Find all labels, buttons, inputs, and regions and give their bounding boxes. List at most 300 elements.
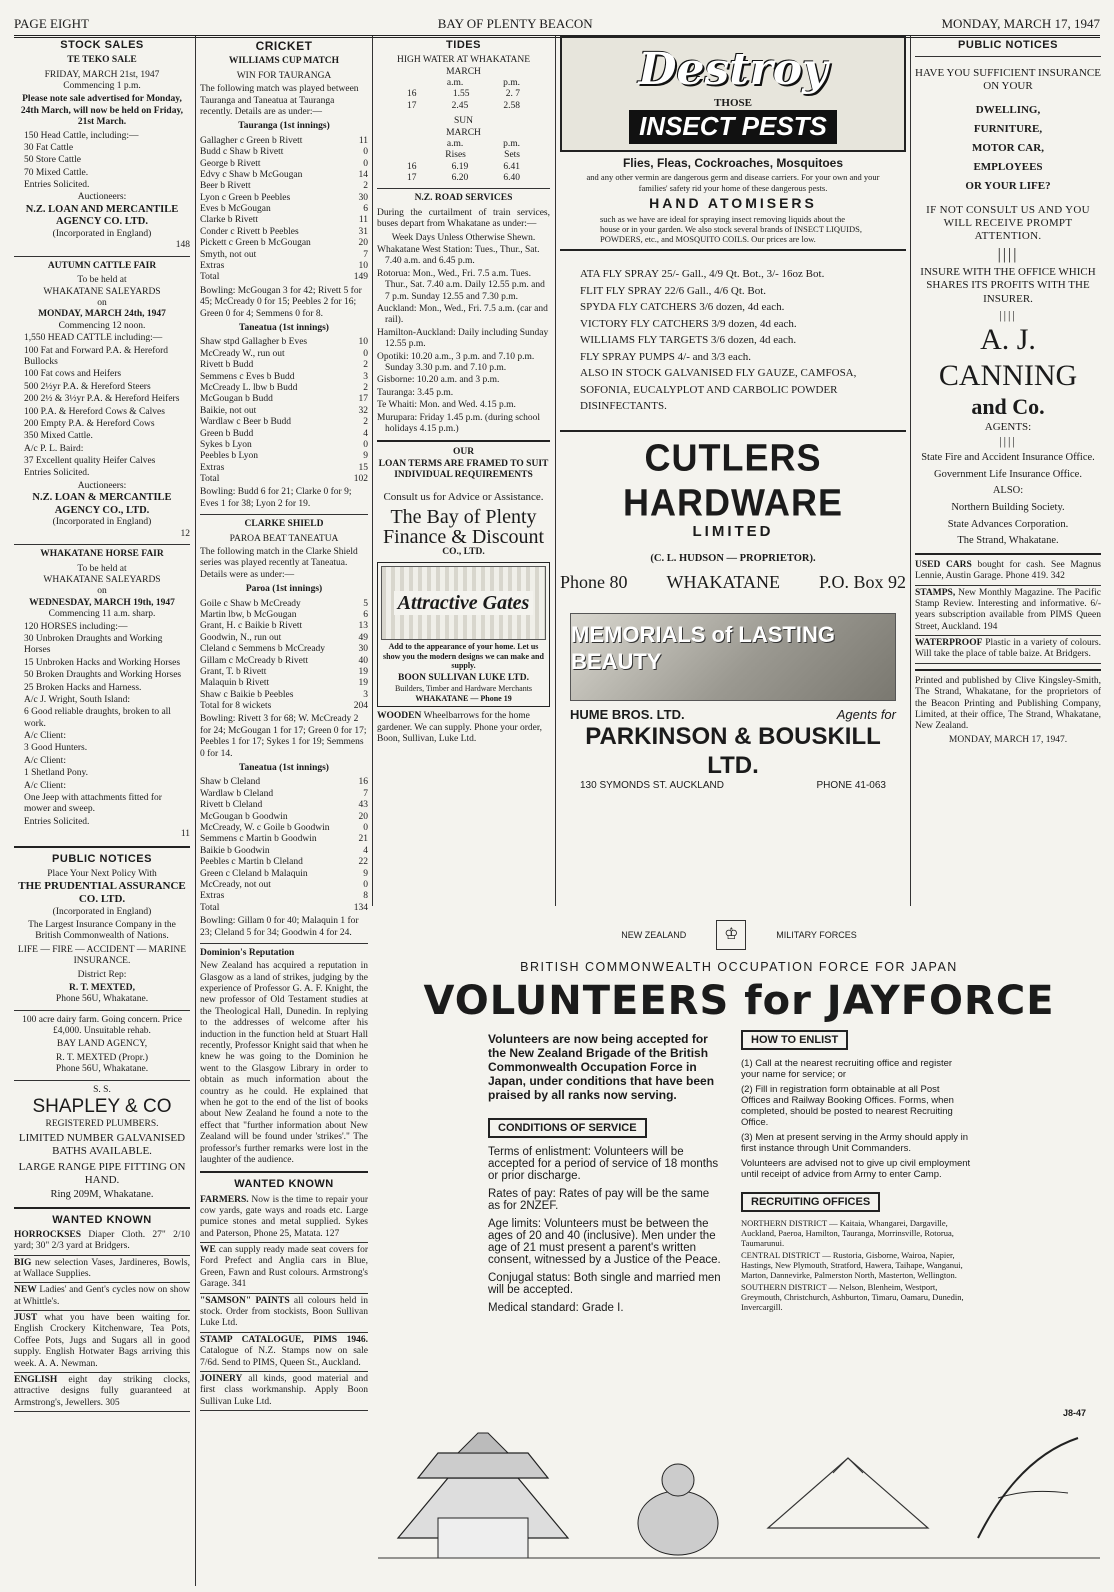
row-value: 2 <box>363 382 368 393</box>
nz-label: NEW ZEALAND <box>621 930 687 940</box>
row-label: Rivett b Budd <box>200 360 254 371</box>
batting-row <box>200 170 368 181</box>
wanted-known-heading: WANTED KNOWN <box>52 1213 152 1226</box>
classified-text: Catalogue of N.Z. Stamps now on sale 7/6d. Send to PIMS, Queen St., Auckland. <box>200 1346 368 1368</box>
table-row <box>377 162 550 173</box>
scorecard <box>200 777 368 902</box>
classified-ad <box>14 1230 190 1256</box>
row-label: Baikie, not out <box>200 405 257 416</box>
row-value: 2 <box>363 360 368 371</box>
agency-proprietor: R. T. MEXTED (Propr.) <box>55 1052 148 1063</box>
bcof-heading: BRITISH COMMONWEALTH OCCUPATION FORCE FOR JAPAN <box>520 960 958 974</box>
row-value: 0 <box>363 147 368 158</box>
table-row <box>377 173 550 184</box>
total-value: 134 <box>353 902 368 913</box>
article-body: New Zealand has acquired a reputation in Glasgow as a land of strikes, judging by the experience of Professor G. A. F. Knight, the new professor of Old Testament studies at the Theological Hall, Dunedin. In replying to the addresses of welcome after his induction in the function held at Stuart Hall recently, Professor Knight said that when he knew he was going to the Dominion he went to the Glasgow Library in order to obtain as much information about the country as he could. He explained that when he got to the end of the list of books about New Zealand he found a note to the effect that "further information about New Zealand will be found under 'strikes'." The professor's further remarks were lost in the laughter of the audience. <box>200 961 368 1165</box>
canning-and-co: and Co. <box>971 394 1045 420</box>
condition-item: Age limits: Volunteers must be between the ages of 20 and 40 (inclusive). Men under the age of 21 must present a parent's written consent, witnessed by a Justice of the Peace. <box>488 1218 721 1266</box>
row-value: 2 <box>363 181 368 192</box>
classified-keyword: FARMERS. <box>200 1194 249 1205</box>
row-label: Lyon c Green b Peebles <box>200 192 291 203</box>
row-label: Smyth, not out <box>200 249 257 260</box>
te-teko-heading: TE TEKO SALE <box>67 55 137 66</box>
batting-row <box>200 429 368 440</box>
gates-text: Add to the appearance of your home. Let us show you the modern designs we can make and supply. <box>383 642 544 671</box>
table-cell: 2. 7 <box>505 89 520 100</box>
bus-route: Opotiki: 10.20 a.m., 3 p.m. and 7.10 p.m. Sunday 3.30 p.m. and 7.10 p.m. <box>377 351 535 373</box>
batting-row <box>200 599 368 610</box>
innings-heading: Paroa (1st innings) <box>245 584 323 595</box>
incorporated-note: (Incorporated in England) <box>52 906 152 917</box>
classified-text: bought for cash. See Magnus Lennie, Austin Garage. Phone 419. 342 <box>915 559 1101 582</box>
bowling-figures: Bowling: Budd 6 for 21; Clarke 0 for 9; Eves 1 for 38; Lyon 2 for 19. <box>200 487 352 509</box>
ad-code: J8-47 <box>1062 1408 1086 1418</box>
enlist-step: (1) Call at the nearest recruiting office and register your name for service; or <box>741 1058 953 1080</box>
row-value: 49 <box>358 632 368 643</box>
row-value: 0 <box>363 439 368 450</box>
batting-row <box>200 372 368 383</box>
row-label: Sykes b Lyon <box>200 439 252 450</box>
price-line: FLY SPRAY PUMPS 4/- and 3/3 each. <box>580 350 751 363</box>
classified-ad <box>200 1335 368 1372</box>
batting-row <box>200 227 368 238</box>
consult-line: IF NOT CONSULT US AND YOU WILL RECEIVE PROMPT ATTENTION. <box>926 203 1090 242</box>
row-value: 4 <box>363 428 368 439</box>
tides-heading: TIDES <box>446 39 481 51</box>
held-label: To be held at <box>77 563 127 574</box>
prudential-tagline: The Largest Insurance Company in the British Commonwealth of Nations. <box>28 919 176 942</box>
total-label: Total <box>200 902 220 913</box>
jayforce-title: VOLUNTEERS for JAYFORCE <box>423 978 1055 1024</box>
classified-text: all colours held in stock. Order from stockists, Boon Sullivan Luke Ltd. <box>200 1295 368 1329</box>
plumbers-line: REGISTERED PLUMBERS. <box>45 1118 159 1129</box>
parkinson-contact <box>570 780 896 792</box>
row-label: Wardlaw b Cleland <box>200 788 274 799</box>
list-item: 1,550 HEAD CATTLE including:— <box>24 333 163 344</box>
row-value: 22 <box>358 857 368 868</box>
condition-item: Rates of pay: Rates of pay will be the same as for 2NZEF. <box>488 1188 710 1212</box>
classified-text: eight day striking clocks, attractive designs fully guaranteed at Armstrong's, Jewellers. 305 <box>14 1375 190 1408</box>
agency-name: BAY LAND AGENCY, <box>56 1039 148 1050</box>
match-intro: The following match in the Clarke Shield series was played recently at Taneatua. Details were as under:— <box>200 547 358 580</box>
batting-row <box>200 463 368 474</box>
innings-total <box>200 474 368 485</box>
memorials-title: MEMORIALS of LASTING BEAUTY <box>571 622 835 674</box>
batting-row <box>200 621 368 632</box>
table-cell: 2.45 <box>451 100 469 111</box>
agents-label: AGENTS: <box>984 420 1032 433</box>
innings-heading: Taneatua (1st innings) <box>239 763 329 774</box>
list-item: 100 P.A. & Hereford Cows & Calves <box>24 406 165 417</box>
issue-date: MONDAY, MARCH 17, 1947 <box>941 16 1100 31</box>
classified-ad <box>200 1296 368 1333</box>
agency-phone: Phone 56U, Whakatane. <box>55 1064 149 1075</box>
classified-ad <box>200 1374 368 1411</box>
imprint: Printed and published by Clive Kingsley-Smith, The Strand, Whakatane, for the proprietors of the Beacon Printing and Publishing Company, Limited, at their office, The Strand, Whakatane, New Zealand. <box>915 675 1101 732</box>
table-cell: 2.58 <box>503 100 520 111</box>
row-value: 20 <box>358 811 368 822</box>
row-value: 2 <box>363 417 368 428</box>
row-label: Goodwin, N., run out <box>200 632 282 643</box>
japan-landscape-illustration <box>378 1418 1100 1568</box>
row-label: Cleland c Semmens b McCready <box>200 644 326 655</box>
row-label: Martin lbw, b McGougan <box>200 609 297 620</box>
sun-table <box>377 162 550 185</box>
cup-heading: WILLIAMS CUP MATCH <box>228 56 340 67</box>
batting-row <box>200 678 368 689</box>
sun-header <box>377 139 550 150</box>
insurance-item: DWELLING, <box>975 103 1041 116</box>
classified-keyword: STAMP CATALOGUE, PIMS 1946. <box>200 1334 368 1345</box>
bus-route: Te Whaiti: Mon. and Wed. 4.15 p.m. <box>377 400 516 411</box>
row-label: Shaw stpd Gallagher b Eves <box>200 337 308 348</box>
row-value: 17 <box>358 394 368 405</box>
row-value: 40 <box>358 655 368 666</box>
batting-row <box>200 193 368 204</box>
table-cell: 17 <box>407 100 417 111</box>
condition-item: Medical standard: Grade I. <box>488 1302 624 1314</box>
row-value: 30 <box>358 192 368 203</box>
row-value: 21 <box>358 834 368 845</box>
row-label: Semmens c Eves b Budd <box>200 371 295 382</box>
parkinson-phone: PHONE 41-063 <box>816 780 886 792</box>
classified-keyword: JOINERY <box>200 1373 243 1384</box>
batting-row <box>200 656 368 667</box>
bus-route: Hamilton-Auckland: Daily including Sunday 12.55 p.m. <box>377 327 549 350</box>
insect-pests-title: INSECT PESTS <box>629 110 837 143</box>
batting-row <box>200 869 368 880</box>
row-label: George b Rivett <box>200 158 261 169</box>
list-item: 30 Fat Cattle <box>24 142 74 153</box>
classified-ad <box>14 1375 190 1412</box>
classified-list <box>200 1195 368 1412</box>
district-item: CENTRAL DISTRICT — Rustoria, Gisborne, Wairoa, Napier, Hastings, New Plymouth, Stratford, Hawera, Taihape, Wanganui, Marton, Dannevirke, Palmerston North, Masterton, Wellington. <box>741 1250 963 1280</box>
gates-ad <box>377 562 550 707</box>
column-rule <box>195 36 196 1586</box>
list-item: 70 Mixed Cattle. <box>24 167 89 178</box>
batting-row <box>200 250 368 261</box>
batting-row <box>200 417 368 428</box>
classified-text: Plastic in a variety of colours. Will take the place of table baize. At Bridgers. <box>915 638 1101 660</box>
batting-row <box>200 147 368 158</box>
row-label: Clarke b Rivett <box>200 215 259 226</box>
scorecard <box>200 599 368 702</box>
insurance-item: FURNITURE, <box>973 122 1043 135</box>
row-value: 10 <box>358 337 368 348</box>
incorporated-note: (Incorporated in England) <box>52 229 152 240</box>
incorporated-note: (Incorporated in England) <box>52 517 152 528</box>
classified-text: new selection Vases, Jardineres, Bowls, at Wallace Supplies. <box>14 1257 190 1279</box>
autumn-fair-heading: AUTUMN CATTLE FAIR <box>47 260 157 271</box>
column-rule <box>555 36 556 906</box>
horse-fair-heading: WHAKATANE HORSE FAIR <box>40 549 164 560</box>
list-item: A/c Client: <box>24 780 66 791</box>
row-label: Peebles c Martin b Cleland <box>200 857 303 868</box>
list-item: 50 Store Cattle <box>24 155 81 166</box>
district-list <box>741 1218 971 1312</box>
commencing-time: Commencing 1 p.m. <box>63 80 141 91</box>
row-value: 10 <box>358 261 368 272</box>
classified-keyword: ENGLISH <box>14 1375 58 1386</box>
price-line: ATA FLY SPRAY 25/- Gall., 4/9 Qt. Bot., 3/- 16oz Bot. <box>580 268 825 281</box>
road-services-heading: N.Z. ROAD SERVICES <box>414 193 513 204</box>
masthead <box>14 8 1100 38</box>
list-item: 25 Broken Hacks and Harness. <box>24 682 142 693</box>
classified-ad <box>14 1258 190 1284</box>
bus-route: Rotorua: Mon., Wed., Fri. 7.5 a.m. Tues. Thur., Sat. 7.40 a.m. Daily 12.55 p.m. and 7 p.m. Sunday 12.55 and 7.30 p.m. <box>377 268 545 302</box>
pests-list: Flies, Fleas, Cockroaches, Mosquitoes <box>622 156 844 170</box>
list-item: 50 Broken Draughts and Working Horses <box>24 670 182 681</box>
batting-row <box>200 349 368 360</box>
batting-row <box>200 181 368 192</box>
row-value: 31 <box>358 226 368 237</box>
row-value: 8 <box>363 891 368 902</box>
classified-text: Now is the time to repair your cow yards, gate ways and roads etc. Large pumice stones and metal supplied. Sykes and Paterson, Phone 25, Matata. 127 <box>200 1194 368 1239</box>
table-cell: 6.19 <box>451 161 469 172</box>
insurance-item: MOTOR CAR, <box>972 141 1044 154</box>
price-line: ALSO IN STOCK GALVANISED FLY GAUZE, CAMFOSA, SOFONIA, EUCALYPLOT AND CARBOLIC POWDER DISINFECTANTS. <box>580 367 857 413</box>
month-label: MARCH <box>446 127 481 138</box>
match-result: PAROA BEAT TANEATUA <box>229 533 339 544</box>
table-row <box>377 101 550 112</box>
article-heading: Dominion's Reputation <box>200 947 295 958</box>
consult-line: Consult us for Advice or Assistance. <box>383 491 544 504</box>
classified-text: Diaper Cloth. 27" 2/10 yard; 30" 2/3 yard at Bridgers. <box>14 1229 190 1252</box>
batting-row <box>200 667 368 678</box>
bus-route: Gisborne: 10.20 a.m. and 3 p.m. <box>377 375 500 386</box>
hume-name: HUME BROS. LTD. <box>570 707 685 723</box>
pm-label: p.m. <box>503 77 520 88</box>
row-label: Budd c Shaw b Rivett <box>200 147 284 158</box>
list-item: A/c Client: <box>24 755 66 766</box>
row-label: Green b Budd <box>200 428 254 439</box>
row-value: 9 <box>363 451 368 462</box>
bus-route: Tauranga: 3.45 p.m. <box>377 387 454 398</box>
table-row <box>377 89 550 100</box>
cricket-heading: CRICKET <box>255 39 313 53</box>
jayforce-ad <box>378 920 1100 1572</box>
list-item: 350 Mixed Cattle. <box>24 431 93 442</box>
list-item: Entries Solicited. <box>24 816 90 827</box>
gate-illustration <box>381 566 546 640</box>
fair-date: WEDNESDAY, MARCH 19th, 1947 <box>29 597 175 608</box>
scorecard <box>200 337 368 474</box>
table-cell: 16 <box>407 89 417 100</box>
cutlers-town: WHAKATANE <box>666 571 780 592</box>
batting-row <box>200 261 368 272</box>
jayforce-left <box>488 1030 723 1320</box>
list-item: 1 Shetland Pony. <box>24 768 89 779</box>
canning-name: A. J. CANNING <box>938 323 1078 393</box>
bus-routes <box>377 245 550 435</box>
sale-date: FRIDAY, MARCH 21st, 1947 <box>44 69 160 80</box>
office-item: The Strand, Whakatane. <box>957 535 1059 547</box>
military-label: MILITARY FORCES <box>776 930 857 940</box>
row-value: 20 <box>358 238 368 249</box>
batting-row <box>200 857 368 868</box>
batting-row <box>200 383 368 394</box>
batting-row <box>200 644 368 655</box>
row-label: Shaw c Baikie b Peebles <box>200 689 294 700</box>
row-label: Grant, T. b Rivett <box>200 666 267 677</box>
classified-text: all kinds, good material and first class workmanship. Apply Boon Sullivan Luke Ltd. <box>200 1373 368 1407</box>
row-label: Extras <box>200 891 225 902</box>
condition-item: Terms of enlistment: Volunteers will be accepted for a period of service of 18 months or prior discharge. <box>488 1146 719 1182</box>
loan-headline: LOAN TERMS ARE FRAMED TO SUIT INDIVIDUAL REQUIREMENTS <box>378 458 549 481</box>
cutlers-phone: Phone 80 <box>560 571 628 592</box>
classified-ad <box>915 560 1101 586</box>
jayforce-right <box>741 1030 971 1320</box>
enlist-step: (3) Men at present serving in the Army should apply in first instance through Unit Commanders. <box>741 1132 969 1154</box>
list-item: 37 Excellent quality Heifer Calves <box>24 456 156 467</box>
office-item: State Advances Corporation. <box>947 518 1069 530</box>
table-cell: 17 <box>407 173 417 184</box>
row-value: 16 <box>358 777 368 788</box>
batting-row <box>200 360 368 371</box>
row-label: Gallagher c Green b Rivett <box>200 135 303 146</box>
agents-label: Agents for <box>836 707 896 723</box>
table-cell: 6.40 <box>503 173 520 184</box>
classified-keyword: NEW <box>14 1285 37 1296</box>
classified-ad <box>915 638 1101 664</box>
insect-ad-banner <box>560 36 906 152</box>
row-label: McCready, not out <box>200 879 271 890</box>
classified-keyword: JUST <box>14 1313 38 1324</box>
row-value: 15 <box>358 462 368 473</box>
list-item: 200 Empty P.A. & Hereford Cows <box>24 418 155 429</box>
list-item: 500 2½yr P.A. & Hereford Steers <box>24 381 151 392</box>
row-label: Goile c Shaw b McCready <box>200 598 301 609</box>
column-tides-roads <box>377 36 550 906</box>
office-list <box>915 452 1101 548</box>
loan-our: OUR <box>452 447 475 458</box>
insure-line: INSURE WITH THE OFFICE WHICH SHARES ITS PROFITS WITH THE INSURER. <box>920 266 1096 305</box>
those-label: THOSE <box>714 97 752 110</box>
price-line: VICTORY FLY CATCHERS 3/9 dozen, 4d each. <box>580 317 797 330</box>
shapley-name: SHAPLEY & CO <box>32 1096 172 1118</box>
tide-table <box>377 89 550 112</box>
row-label: Eves b McGougan <box>200 204 271 215</box>
list-item: 100 Fat and Forward P.A. & Hereford Bullocks <box>24 345 169 367</box>
row-label: Extras <box>200 462 225 473</box>
finance-name-2: Finance & Discount <box>382 525 545 548</box>
classified-list <box>915 560 1101 664</box>
row-value: 7 <box>363 788 368 799</box>
row-label: McCready W., run out <box>200 348 285 359</box>
batting-row <box>200 451 368 462</box>
auctioneers-label: Auctioneers: <box>77 192 127 203</box>
prudential-name: THE PRUDENTIAL ASSURANCE CO. LTD. <box>18 880 186 906</box>
row-label: Rivett b Cleland <box>200 800 263 811</box>
total-label: Total for 8 wickets <box>200 701 272 712</box>
bus-route: Murupara: Friday 1.45 p.m. (during school holidays 4.15 p.m.) <box>377 412 541 434</box>
list-item: 3 Good Hunters. <box>24 743 88 754</box>
row-label: Peebles b Lyon <box>200 451 259 462</box>
classified-keyword: BIG <box>14 1257 32 1268</box>
list-item: A/c P. L. Baird: <box>24 443 84 454</box>
shapley-phone: Ring 209M, Whakatane. <box>50 1188 154 1200</box>
list-item: 30 Unbroken Draughts and Working Horses <box>24 633 163 656</box>
classified-ad <box>200 1195 368 1244</box>
sale-note: Please note sale advertised for Monday, 24th March, will now be held on Friday, 21st March. <box>20 94 184 128</box>
batting-row <box>200 406 368 417</box>
galv-baths: LIMITED NUMBER GALVANISED BATHS AVAILABLE. <box>18 1132 186 1158</box>
boon-desc: Builders, Timber and Hardware Merchants <box>394 684 533 694</box>
row-value: 4 <box>363 845 368 856</box>
destroy-title: Destroy <box>638 44 828 96</box>
list-item: Entries Solicited. <box>24 468 90 479</box>
row-label: McGougan b Budd <box>200 394 273 405</box>
row-label: McCready, W. c Goile b Goodwin <box>200 823 330 833</box>
saleyards: WHAKATANE SALEYARDS <box>43 286 161 297</box>
shapley-initials: S. S. <box>93 1084 111 1095</box>
batting-row <box>200 800 368 811</box>
row-value: 6 <box>363 609 368 620</box>
tide-header <box>377 78 550 89</box>
advice-note: Volunteers are advised not to give up civil employment until receipt of advice from Army to enter Camp. <box>741 1158 971 1180</box>
enlist-steps <box>741 1058 971 1154</box>
sun-header <box>377 150 550 161</box>
rep-phone: Phone 56U, Whakatane. <box>55 994 149 1005</box>
column-public-notices: PUBLIC NOTICES HAVE YOU SUFFICIENT INSURANCE ON YOUR DWELLING, FURNITURE, MOTOR CAR, EMPLOYEES OR YOUR LIFE? IF NOT CONSULT US AND YOU WILL RECEIVE PROMPT ATTENTION. |||| INSURE WITH THE OFFICE WHICH SHARES ITS PROFITS WITH THE INSURER. |||| A. J. CANNING and Co. AGENTS: |||| State Fire and Accident Insurance Office. Government Life Insurance Office. ALSO: Northern Building Society. State Advances Corporation. The Strand, Whakatane. USED CARS bought for cash. See Magnus Lennie, Austin Garage. Phone 419. 342 STAMPS, New Monthly Magazine. The Pacific Stamp Review. Interesting and informative. 6/- years subscription available from PIMS Queen Street, Auckland. 194 WATERPROOF Plastic in a variety of colours. Will take the place of table baize. At Bridgers. Printed and published by Clive Kingsley-Smith, The Strand, Whakatane, for the proprietors of the Beacon Printing and Publishing Company, Limited, at their office, The Strand, Whakatane, New Zealand. MONDAY, MARCH 17, 1947. <box>915 39 1101 745</box>
table-cell: 6.20 <box>451 173 469 184</box>
vermin-text: and any other vermin are dangerous germ and disease carriers. For your own and your families' safety rid your home of these dangerous pests. <box>586 172 880 193</box>
boon-phone: WHAKATANE — Phone 19 <box>415 693 512 703</box>
row-value: 11 <box>358 135 368 146</box>
column-stock-sales <box>14 36 190 1586</box>
total-label: Total <box>200 474 220 485</box>
atomisers-heading: HAND ATOMISERS <box>649 194 817 211</box>
classified-ad <box>14 1313 190 1373</box>
batting-row <box>200 846 368 857</box>
row-label: Malaquin b Rivett <box>200 678 270 689</box>
scorecard <box>200 136 368 273</box>
list-item: 150 Head Cattle, including:— <box>24 130 139 141</box>
bowling-figures: Bowling: Rivett 3 for 68; W. McCready 2 for 24; McGougan 1 for 17; Green 0 for 17; Peebles 1 for 17; Sykes 1 for 19; Semmens 0 for 14. <box>200 714 367 759</box>
total-label: Total <box>200 272 220 283</box>
classified-keyword: HORROCKSES <box>14 1229 82 1240</box>
classified-text: Wheelbarrows for the home gardener. We can supply. Phone your order, Boon, Sullivan, Luke Ltd. <box>377 711 543 745</box>
batting-row <box>200 610 368 621</box>
table-cell: 16 <box>407 161 417 172</box>
classified-keyword: WOODEN <box>377 711 422 722</box>
dairy-farm-ad: 100 acre dairy farm. Going concern. Price £4,000. Unsuitable rehab. <box>22 1014 182 1037</box>
row-label: Grant, H. c Baikie b Rivett <box>200 621 303 632</box>
gates-title: Attractive Gates <box>394 591 534 615</box>
row-label: Semmens c Martin b Goodwin <box>200 834 317 845</box>
enlist-step: (2) Fill in registration form obtainable at all Post Offices and Railway Booking Offices. Forms, when completed, should be posted to nearest Recruiting Office. <box>741 1084 954 1128</box>
sets-label: Sets <box>504 150 520 161</box>
finance-name-1: The Bay of Plenty <box>390 505 537 528</box>
bowling-figures: Bowling: Gillam 0 for 40; Malaquin 1 for 23; Cleland 5 for 34; Goodwin 4 for 24. <box>200 916 359 938</box>
row-value: 0 <box>363 879 368 890</box>
batting-row <box>200 789 368 800</box>
row-value: 3 <box>363 689 368 700</box>
rep-name: R. T. MEXTED, <box>69 982 135 993</box>
list-item: A/c Client: <box>24 731 66 742</box>
clarke-heading: CLARKE SHIELD <box>244 519 324 530</box>
conditions-list <box>488 1146 723 1314</box>
on-label: on <box>97 586 107 597</box>
ad-number: 11 <box>180 829 190 840</box>
auctioneer-name: N.Z. LOAN AND MERCANTILE AGENCY CO. LTD. <box>25 203 179 228</box>
column-ads <box>560 36 906 906</box>
fly-spray-prices <box>560 256 906 425</box>
row-value: 14 <box>358 169 368 180</box>
row-value: 9 <box>363 868 368 879</box>
innings-total <box>200 903 368 914</box>
cutlers-limited: LIMITED <box>692 523 774 540</box>
